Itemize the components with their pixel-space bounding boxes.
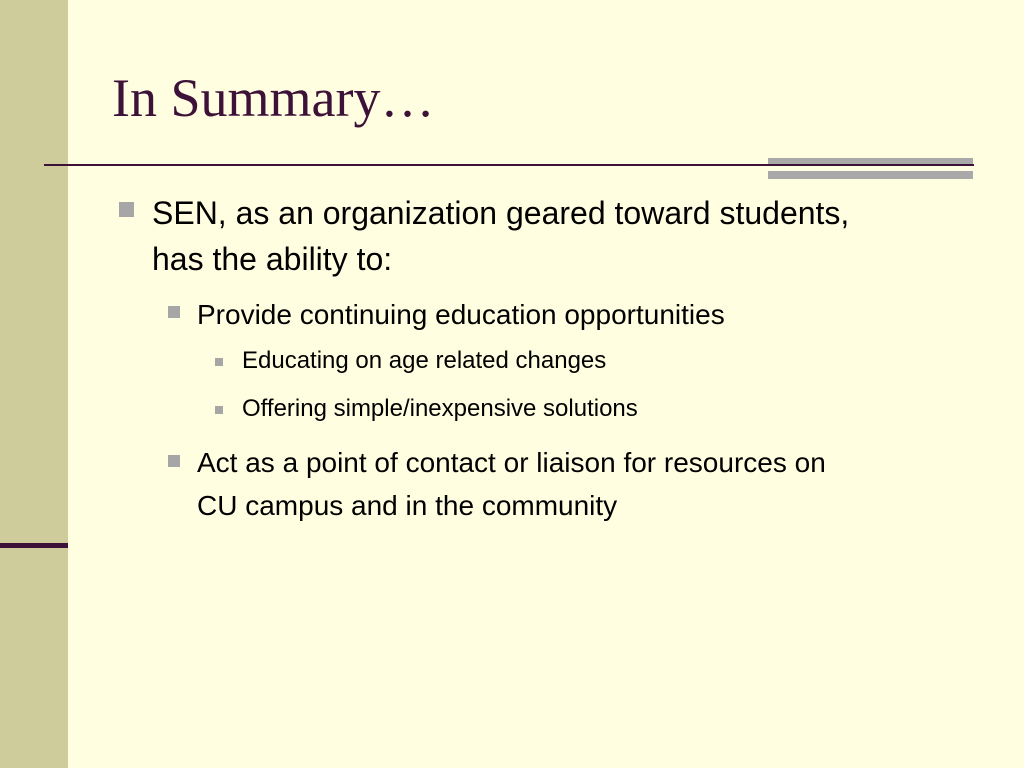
- square-bullet-icon: [215, 358, 223, 366]
- bullet-level2-text: Provide continuing education opportunities: [197, 299, 725, 330]
- square-bullet-icon: [119, 202, 134, 217]
- slide-title: In Summary…: [112, 68, 435, 128]
- bullet-level1-text: SEN, as an organization geared toward students, has the ability to:: [152, 195, 850, 277]
- square-bullet-icon: [168, 455, 180, 467]
- square-bullet-icon: [168, 306, 180, 318]
- square-bullet-icon: [215, 406, 223, 414]
- bullet-level3-text: Offering simple/inexpensive solutions: [242, 395, 638, 422]
- bullet-level3-text: Educating on age related changes: [242, 347, 607, 374]
- bullet-level2-text: Act as a point of contact or liaison for resources on CU campus and in the community: [197, 447, 826, 521]
